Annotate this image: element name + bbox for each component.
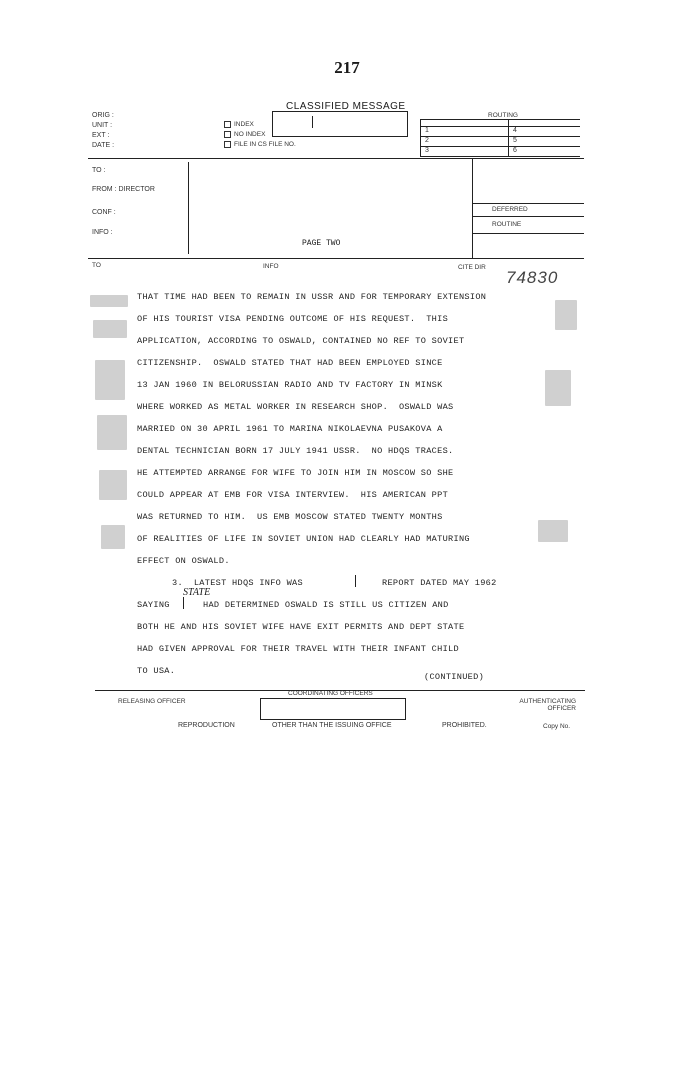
routing-cell-3: 3: [425, 147, 429, 154]
para3-line3: BOTH HE AND HIS SOVIET WIFE HAVE EXIT PERMITS AND DEPT STATE: [137, 622, 465, 632]
message-line: EFFECT ON OSWALD.: [137, 556, 230, 566]
message-line: 13 JAN 1960 IN BELORUSSIAN RADIO AND TV FACTORY IN MINSK: [137, 380, 443, 390]
scan-noise: [545, 370, 571, 406]
redaction-bracket: [355, 575, 356, 587]
form-divider: [472, 233, 584, 234]
form-divider: [88, 158, 584, 159]
message-line: COULD APPEAR AT EMB FOR VISA INTERVIEW. HIS AMERICAN PPT: [137, 490, 449, 500]
routing-cell-2: 2: [425, 137, 429, 144]
to-line-info: INFO: [263, 263, 279, 270]
message-line: APPLICATION, ACCORDING TO OSWALD, CONTAINED NO REF TO SOVIET: [137, 336, 465, 346]
date-label: DATE :: [92, 142, 115, 149]
routing-rule: [420, 136, 580, 137]
form-title: CLASSIFIED MESSAGE: [286, 101, 406, 112]
page-label: PAGE TWO: [302, 239, 341, 248]
cite-number: 74830: [506, 268, 559, 287]
routing-rule: [420, 126, 580, 127]
message-line: DENTAL TECHNICIAN BORN 17 JULY 1941 USSR. NO HDQS TRACES.: [137, 446, 454, 456]
routing-cell-4: 4: [513, 127, 517, 134]
redaction-bracket: [183, 597, 184, 609]
copy-no-label: Copy No.: [543, 723, 571, 730]
message-line: THAT TIME HAD BEEN TO REMAIN IN USSR AND FOR TEMPORARY EXTENSION: [137, 292, 487, 302]
scan-noise: [90, 295, 128, 307]
handwritten-insert: STATE: [183, 587, 211, 598]
message-line: OF HIS TOURIST VISA PENDING OUTCOME OF HIS REQUEST. THIS: [137, 314, 449, 324]
checkbox-icon: [224, 141, 231, 148]
to-line-to: TO: [92, 262, 101, 269]
scan-noise: [101, 525, 125, 549]
to-line-cite-dir: CITE DIR: [458, 264, 486, 271]
scan-noise: [97, 415, 127, 450]
no-index-option: NO INDEX: [224, 131, 265, 138]
para3-line2a: SAYING: [137, 600, 170, 610]
message-line: OF REALITIES OF LIFE IN SOVIET UNION HAD CLEARLY HAD MATURING: [137, 534, 470, 544]
para3-line5: TO USA.: [137, 666, 176, 676]
routing-label: ROUTING: [488, 112, 518, 119]
coordinating-officers-label: COORDINATING OFFICERS: [288, 690, 373, 697]
scan-noise: [93, 320, 127, 338]
scan-noise: [95, 360, 125, 400]
info-label: INFO :: [92, 229, 113, 236]
para3-line2b: HAD DETERMINED OSWALD IS STILL US CITIZEN AND: [203, 600, 449, 610]
reproduction-a: REPRODUCTION: [178, 722, 235, 729]
checkbox-icon: [224, 131, 231, 138]
checkbox-icon: [224, 121, 231, 128]
routing-rule: [420, 119, 580, 120]
message-line: HE ATTEMPTED ARRANGE FOR WIFE TO JOIN HIM IN MOSCOW SO SHE: [137, 468, 454, 478]
from-label: FROM : DIRECTOR: [92, 186, 155, 193]
classification-box: [272, 111, 408, 137]
releasing-officer-label: RELEASING OFFICER: [118, 698, 186, 705]
form-divider: [188, 162, 189, 254]
classification-mark: [312, 116, 313, 128]
ext-label: EXT :: [92, 132, 110, 139]
to-label: TO :: [92, 167, 106, 174]
form-divider: [472, 158, 473, 258]
scan-noise: [538, 520, 568, 542]
routing-rule: [508, 119, 509, 156]
message-line: WAS RETURNED TO HIM. US EMB MOSCOW STATED TWENTY MONTHS: [137, 512, 443, 522]
routing-rule: [420, 119, 421, 156]
reproduction-b: OTHER THAN THE ISSUING OFFICE: [272, 722, 392, 729]
routine-label: ROUTINE: [492, 221, 522, 228]
routing-rule: [420, 156, 580, 157]
coordinating-officers-box: [260, 698, 406, 720]
para3-line1b: REPORT DATED MAY 1962: [382, 578, 497, 588]
routing-cell-1: 1: [425, 127, 429, 134]
routing-rule: [420, 146, 580, 147]
para3-line4: HAD GIVEN APPROVAL FOR THEIR TRAVEL WITH THEIR INFANT CHILD: [137, 644, 459, 654]
form-divider: [472, 203, 584, 204]
para3-line1a: 3. LATEST HDQS INFO WAS: [172, 578, 303, 588]
reproduction-c: PROHIBITED.: [442, 722, 487, 729]
authenticating-officer-label: AUTHENTICATING OFFICER: [519, 698, 576, 712]
routing-cell-6: 6: [513, 147, 517, 154]
index-option: INDEX: [224, 121, 254, 128]
routing-cell-5: 5: [513, 137, 517, 144]
page-number: 217: [334, 58, 360, 77]
unit-label: UNIT :: [92, 122, 113, 129]
continued-label: (CONTINUED): [424, 672, 485, 682]
scan-noise: [99, 470, 127, 500]
file-in-cs-option: FILE IN CS FILE NO.: [224, 141, 296, 148]
message-line: MARRIED ON 30 APRIL 1961 TO MARINA NIKOLAEVNA PUSAKOVA A: [137, 424, 443, 434]
deferred-label: DEFERRED: [492, 206, 528, 213]
orig-label: ORIG :: [92, 112, 114, 119]
form-divider: [88, 258, 584, 259]
form-divider: [472, 216, 584, 217]
scan-noise: [555, 300, 577, 330]
message-line: WHERE WORKED AS METAL WORKER IN RESEARCH SHOP. OSWALD WAS: [137, 402, 454, 412]
conf-label: CONF :: [92, 209, 116, 216]
message-line: CITIZENSHIP. OSWALD STATED THAT HAD BEEN EMPLOYED SINCE: [137, 358, 443, 368]
